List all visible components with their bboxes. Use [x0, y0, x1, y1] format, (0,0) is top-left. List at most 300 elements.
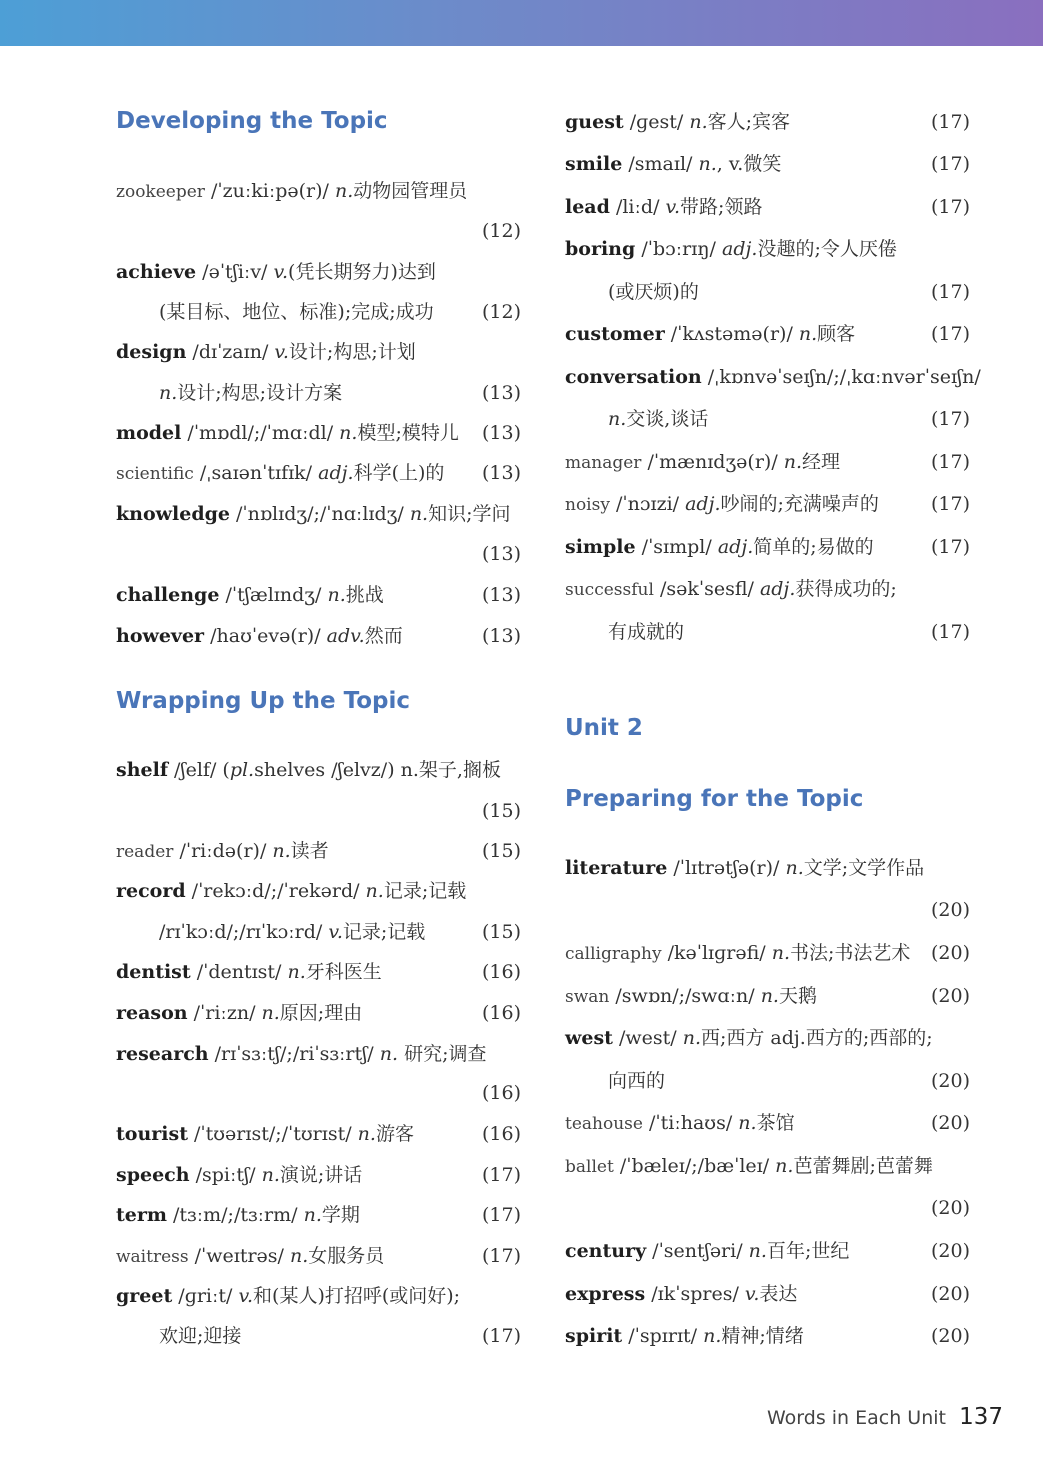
- vocab-part-of-speech: n.: [771, 942, 791, 964]
- vocab-definition: 牙科医生: [305, 961, 382, 983]
- vocab-pronunciation: /kəˈlɪɡrəfi/: [661, 942, 772, 964]
- unit-title: Unit 2: [565, 715, 643, 741]
- vocab-entry-text: [565, 532, 874, 562]
- vocab-part-of-speech: n.: [689, 111, 708, 133]
- vocab-headword: waitress: [116, 1247, 189, 1267]
- page-reference: (20): [930, 1325, 970, 1347]
- vocab-definition: 原因;理由: [279, 1002, 363, 1024]
- section-title-preparing: Preparing for the Topic: [565, 786, 864, 812]
- vocab-line: [116, 176, 521, 206]
- vocab-definition: 读者: [290, 840, 329, 862]
- vocab-pronunciation: /ˈriːzn/: [187, 1002, 262, 1024]
- vocab-line: [565, 362, 981, 392]
- vocab-definition: 动物园管理员: [353, 180, 468, 202]
- vocab-definition: 设计;构思;设计方案: [177, 382, 343, 404]
- vocab-line: [116, 580, 521, 610]
- page-reference: (20): [930, 1112, 970, 1134]
- vocab-definition: 经理: [802, 451, 841, 473]
- page-reference: (17): [481, 1204, 521, 1226]
- vocab-entry-text: [116, 957, 382, 987]
- vocab-entry-text: [608, 617, 684, 647]
- vocab-definition: 然而: [364, 625, 403, 647]
- vocab-line: [116, 539, 521, 569]
- vocab-line: [116, 1078, 521, 1108]
- vocab-line: [565, 489, 970, 519]
- vocab-line: [565, 404, 970, 434]
- vocab-line: [116, 755, 521, 785]
- vocab-definition: 表达: [759, 1283, 798, 1305]
- vocab-line: [116, 836, 521, 866]
- vocab-definition: 带路;领路: [680, 196, 763, 218]
- page-reference: (15): [481, 921, 521, 943]
- header-color-band: [0, 0, 1043, 46]
- page-reference: (20): [930, 1283, 970, 1305]
- vocab-line: [565, 1193, 970, 1223]
- page-reference: (20): [930, 1240, 970, 1262]
- vocab-entry-text: [116, 458, 444, 489]
- vocab-entry-text: [116, 998, 362, 1028]
- vocab-pronunciation: /ˈnɔɪzi/: [609, 493, 686, 515]
- vocab-part-of-speech: adv.: [326, 625, 365, 647]
- vocab-definition: 记录;记载: [342, 921, 426, 943]
- vocab-pronunciation: /ˈzuːkiːpə(r)/: [204, 180, 335, 202]
- vocab-entry-text: [116, 621, 403, 651]
- vocab-entry-text: [159, 378, 342, 408]
- vocab-headword: scientific: [116, 464, 194, 484]
- page-reference: (17): [930, 621, 970, 643]
- page-reference: (20): [930, 942, 970, 964]
- page-reference: (16): [481, 1123, 521, 1145]
- vocab-line: [565, 447, 970, 477]
- vocab-entry-text: [565, 234, 897, 264]
- vocab-pronunciation: /ˈdentɪst/: [190, 961, 288, 983]
- vocab-line: [565, 1023, 970, 1053]
- vocab-part-of-speech: n.: [261, 1002, 280, 1024]
- vocab-line: [565, 1321, 970, 1351]
- page-number: 137: [959, 1404, 1003, 1430]
- vocab-part-of-speech: n.: [303, 1204, 322, 1226]
- vocab-entry-text: [565, 1108, 795, 1139]
- vocab-headword: speech: [116, 1164, 190, 1186]
- vocab-entry-text: [565, 853, 924, 883]
- page-reference: (16): [481, 1002, 521, 1024]
- vocab-pronunciation: /ˌkɒnvəˈseɪʃn/;/ˌkɑːnvərˈseɪʃn/: [701, 366, 981, 388]
- vocab-headword: tourist: [116, 1123, 188, 1145]
- vocab-line: [565, 107, 970, 137]
- page-reference: (13): [481, 462, 521, 484]
- vocab-pronunciation: /ˈweɪtrəs/: [188, 1245, 290, 1267]
- vocab-headword: conversation: [565, 366, 702, 388]
- vocab-entry-text: [159, 1321, 241, 1351]
- vocab-entry-text: [565, 489, 879, 520]
- vocab-pronunciation: /ɪkˈspres/: [645, 1283, 745, 1305]
- vocab-line: [565, 319, 970, 349]
- vocab-headword: model: [116, 422, 182, 444]
- vocab-entry-text: [565, 1321, 804, 1351]
- vocab-part-of-speech: n.: [290, 1245, 309, 1267]
- vocab-pronunciation: /ˈbɔːrɪŋ/: [635, 238, 723, 260]
- page-reference: (17): [481, 1325, 521, 1347]
- vocab-line: [565, 981, 970, 1011]
- vocab-definition: 芭蕾舞剧;芭蕾舞: [793, 1155, 933, 1177]
- section-title-developing: Developing the Topic: [116, 108, 388, 134]
- vocab-definition: 文学;文学作品: [803, 857, 925, 879]
- vocab-entry-text: [116, 836, 329, 867]
- page-reference: (16): [481, 961, 521, 983]
- vocab-part-of-speech: adj.: [722, 238, 758, 260]
- vocab-definition: 西;西方 adj.西方的;西部的;: [700, 1027, 933, 1049]
- vocab-part-of-speech: n.: [159, 382, 178, 404]
- page-reference: (16): [481, 1082, 521, 1104]
- vocab-headword: teahouse: [565, 1114, 643, 1134]
- vocab-headword: term: [116, 1204, 167, 1226]
- vocab-part-of-speech: pl.: [229, 759, 255, 781]
- vocab-definition: 演说;讲话: [279, 1164, 363, 1186]
- vocab-pronunciation: /rɪˈsɜːtʃ/;/riˈsɜːrtʃ/: [208, 1043, 380, 1065]
- vocab-pronunciation: /dɪˈzaɪn/: [186, 341, 275, 363]
- vocab-entry-text: [565, 1023, 933, 1053]
- vocab-part-of-speech: v.: [273, 261, 289, 283]
- vocab-part-of-speech: n.: [748, 1240, 767, 1262]
- vocab-part-of-speech: n.: [365, 880, 384, 902]
- vocab-part-of-speech: adj.: [717, 536, 754, 558]
- page-reference: (12): [481, 301, 521, 323]
- page-reference: (17): [481, 1245, 521, 1267]
- vocab-pronunciation: /west/: [612, 1027, 683, 1049]
- vocab-pronunciation: 有成就的: [608, 621, 685, 643]
- vocab-part-of-speech: n.: [682, 1027, 701, 1049]
- vocab-line: [116, 499, 521, 529]
- vocab-pronunciation: /ˈrekɔːd/;/ˈrekərd/: [185, 880, 366, 902]
- page-reference: (17): [930, 408, 970, 430]
- vocab-part-of-speech: v.: [744, 1283, 760, 1305]
- vocab-headword: however: [116, 625, 205, 647]
- vocab-line: [116, 796, 521, 826]
- vocab-pronunciation: /swɒn/;/swɑːn/: [609, 985, 761, 1007]
- vocab-part-of-speech: n.: [327, 584, 346, 606]
- vocab-line: [116, 876, 521, 906]
- vocab-pronunciation: /ɡest/: [623, 111, 690, 133]
- vocab-definition: 交谈,谈话: [626, 408, 709, 430]
- vocab-headword: west: [565, 1027, 613, 1049]
- vocab-headword: literature: [565, 857, 668, 879]
- page-reference: (17): [930, 281, 970, 303]
- vocab-pronunciation: /ˈlɪtrətʃə(r)/: [667, 857, 786, 879]
- vocab-entry-text: [116, 580, 384, 610]
- vocab-headword: reader: [116, 842, 174, 862]
- page-reference: (13): [481, 382, 521, 404]
- page-reference: (12): [481, 220, 521, 242]
- vocab-entry-text: [565, 1151, 933, 1182]
- vocab-definition: 没趣的;令人厌倦: [757, 238, 897, 260]
- page-reference: (17): [930, 493, 970, 515]
- vocab-line: [565, 853, 970, 883]
- vocab-part-of-speech: v.: [328, 921, 343, 943]
- vocab-definition: 吵闹的;充满噪声的: [720, 493, 879, 515]
- vocab-definition: , v.微笑: [716, 153, 782, 175]
- vocab-entry-text: [565, 574, 897, 605]
- vocab-part-of-speech: n.: [409, 503, 429, 525]
- vocab-entry-text: [116, 337, 416, 367]
- vocab-definition: 设计;构思;计划: [288, 341, 416, 363]
- vocab-entry-text: [116, 876, 466, 906]
- vocab-headword: customer: [565, 323, 665, 345]
- vocab-entry-text: [565, 1279, 797, 1309]
- vocab-pronunciation: /ˈkʌstəmə(r)/: [664, 323, 799, 345]
- vocab-line: [565, 149, 970, 179]
- vocab-part-of-speech: n.: [379, 1043, 399, 1065]
- vocab-part-of-speech: n.: [261, 1164, 280, 1186]
- vocab-pronunciation: /rɪˈkɔːd/;/rɪˈkɔːrd/: [159, 921, 329, 943]
- vocab-pronunciation: /ˈtʃælɪndʒ/: [219, 584, 328, 606]
- vocab-headword: record: [116, 880, 186, 902]
- vocab-headword: knowledge: [116, 503, 230, 525]
- vocab-line: [565, 938, 970, 968]
- vocab-headword: achieve: [116, 261, 197, 283]
- vocab-headword: ballet: [565, 1157, 614, 1177]
- vocab-entry-text: [116, 1241, 384, 1272]
- vocab-pronunciation: /ˈsentʃəri/: [646, 1240, 749, 1262]
- vocab-headword: successful: [565, 580, 654, 600]
- footer-label: Words in Each Unit: [767, 1407, 946, 1429]
- page-reference: (13): [481, 625, 521, 647]
- vocab-definition: 科学(上)的: [353, 462, 445, 484]
- vocab-pronunciation: /smaɪl/: [622, 153, 699, 175]
- page-reference: (13): [481, 543, 521, 565]
- vocab-line: [116, 957, 521, 987]
- vocab-line: [565, 532, 970, 562]
- vocab-line: [565, 1151, 970, 1181]
- vocab-definition: 挑战: [345, 584, 384, 606]
- vocab-entry-text: [565, 938, 910, 969]
- vocab-entry-text: [565, 319, 855, 349]
- vocab-entry-text: [116, 1200, 360, 1230]
- vocab-entry-text: [608, 277, 699, 307]
- vocab-definition: 精神;情绪: [721, 1325, 804, 1347]
- vocab-part-of-speech: v.: [665, 196, 681, 218]
- vocab-pronunciation: /ˈbæleɪ/;/bæˈleɪ/: [613, 1155, 776, 1177]
- vocab-entry-text: [608, 404, 708, 434]
- vocab-line: [116, 297, 521, 327]
- vocab-entry-text: [116, 176, 467, 207]
- vocab-pronunciation: (或厌烦)的: [608, 281, 699, 303]
- page-reference: (17): [930, 111, 970, 133]
- vocab-line: [116, 1241, 521, 1271]
- vocab-line: [565, 1236, 970, 1266]
- vocab-definition: 百年;世纪: [766, 1240, 850, 1262]
- vocab-line: [116, 216, 521, 246]
- vocab-definition: 游客: [375, 1123, 414, 1145]
- vocab-part-of-speech: adj.: [685, 493, 721, 515]
- vocab-part-of-speech: n.: [698, 153, 717, 175]
- vocab-headword: calligraphy: [565, 944, 662, 964]
- vocab-line: [565, 574, 970, 604]
- vocab-part-of-speech: n.: [357, 1123, 376, 1145]
- vocab-pronunciation: /ˈtiːhaʊs/: [642, 1112, 739, 1134]
- vocab-line: [116, 1160, 521, 1190]
- vocab-line: [116, 1119, 521, 1149]
- vocab-entry-text: [116, 1160, 362, 1190]
- vocab-line: [565, 617, 970, 647]
- vocab-pronunciation: /haʊˈevə(r)/: [204, 625, 327, 647]
- page-reference: (20): [930, 985, 970, 1007]
- page-reference: (17): [481, 1164, 521, 1186]
- vocab-entry-text: [116, 1281, 460, 1311]
- vocab-definition: 书法;书法艺术: [790, 942, 911, 964]
- vocab-line: [116, 1039, 521, 1069]
- vocab-entry-text: [565, 149, 781, 179]
- vocab-headword: greet: [116, 1285, 173, 1307]
- vocab-headword: spirit: [565, 1325, 623, 1347]
- page-reference: (15): [481, 800, 521, 822]
- vocab-part-of-speech: adj.: [759, 578, 796, 600]
- vocab-headword: smile: [565, 153, 623, 175]
- vocab-headword: express: [565, 1283, 646, 1305]
- vocab-headword: manager: [565, 453, 642, 473]
- vocab-pronunciation: /ˈriːdə(r)/: [173, 840, 273, 862]
- vocab-pronunciation: /səkˈsesfl/: [653, 578, 760, 600]
- vocab-entry-text: [159, 297, 434, 327]
- vocab-pronunciation: /ˈsɪmpl/: [635, 536, 718, 558]
- vocab-line: [116, 1281, 521, 1311]
- page-reference: (17): [930, 153, 970, 175]
- vocab-entry-text: [159, 917, 425, 947]
- vocab-line: [116, 917, 521, 947]
- vocab-definition: 记录;记载: [383, 880, 467, 902]
- vocab-headword: guest: [565, 111, 624, 133]
- vocab-part-of-speech: n.: [287, 961, 306, 983]
- vocab-definition: 和(某人)打招呼(或问好);: [253, 1285, 461, 1307]
- vocab-headword: lead: [565, 196, 610, 218]
- vocab-line: [565, 895, 970, 925]
- vocab-part-of-speech: n.: [608, 408, 627, 430]
- page-reference: (17): [930, 196, 970, 218]
- vocab-headword: zookeeper: [116, 182, 205, 202]
- vocab-pronunciation: /əˈtʃiːv/: [196, 261, 274, 283]
- vocab-pronunciation: /spiːtʃ/: [189, 1164, 262, 1186]
- vocab-part-of-speech: n.: [738, 1112, 757, 1134]
- vocab-headword: reason: [116, 1002, 188, 1024]
- vocab-entry-text: [116, 1119, 414, 1149]
- vocab-part-of-speech: n.: [272, 840, 291, 862]
- vocab-entry-text: [116, 499, 511, 529]
- vocab-line: [116, 1200, 521, 1230]
- page-reference: (20): [930, 1197, 970, 1219]
- vocab-definition: 茶馆: [756, 1112, 795, 1134]
- vocab-line: [565, 1066, 970, 1096]
- vocab-definition: 女服务员: [308, 1245, 385, 1267]
- vocab-part-of-speech: n.: [703, 1325, 722, 1347]
- vocab-entry-text: [565, 192, 762, 222]
- vocab-entry-text: [565, 447, 840, 478]
- vocab-definition: 顾客: [817, 323, 856, 345]
- page-reference: (17): [930, 451, 970, 473]
- page-reference: (20): [930, 899, 970, 921]
- vocab-line: [116, 257, 521, 287]
- page-reference: (20): [930, 1070, 970, 1092]
- page-reference: (13): [481, 584, 521, 606]
- vocab-entry-text: [608, 1066, 665, 1096]
- vocab-definition: 天鹅: [778, 985, 817, 1007]
- vocab-definition: 简单的;易做的: [753, 536, 874, 558]
- vocab-pronunciation: /ˈspɪrɪt/: [622, 1325, 704, 1347]
- vocab-entry-text: [116, 257, 436, 287]
- vocab-pronunciation: /liːd/: [609, 196, 666, 218]
- vocab-pronunciation: /ˌsaɪənˈtɪfɪk/: [193, 462, 319, 484]
- vocab-line: [116, 1321, 521, 1351]
- vocab-headword: noisy: [565, 495, 610, 515]
- vocab-headword: swan: [565, 987, 610, 1007]
- vocab-entry-text: [565, 362, 981, 392]
- vocab-line: [565, 234, 970, 264]
- vocab-pronunciation: /ʃelf/ (: [168, 759, 230, 781]
- vocab-headword: century: [565, 1240, 647, 1262]
- vocab-line: [116, 621, 521, 651]
- page-footer: [767, 1404, 1003, 1430]
- vocab-pronunciation: /tɜːm/;/tɜːrm/: [166, 1204, 304, 1226]
- vocab-headword: shelf: [116, 759, 168, 781]
- vocab-part-of-speech: n.: [334, 180, 354, 202]
- vocab-part-of-speech: n.: [339, 422, 358, 444]
- vocab-headword: simple: [565, 536, 636, 558]
- vocab-part-of-speech: n.: [783, 451, 803, 473]
- vocab-definition: 客人;宾客: [707, 111, 791, 133]
- vocab-definition: 获得成功的;: [795, 578, 897, 600]
- vocab-part-of-speech: n.: [760, 985, 779, 1007]
- page-reference: (17): [930, 536, 970, 558]
- vocab-definition: 研究;调查: [398, 1043, 487, 1065]
- vocab-pronunciation: /ˈmænɪdʒə(r)/: [641, 451, 784, 473]
- vocab-definition: (凭长期努力)达到: [288, 261, 436, 283]
- page-reference: (15): [481, 840, 521, 862]
- vocab-headword: research: [116, 1043, 209, 1065]
- vocab-entry-text: [565, 107, 790, 137]
- vocab-headword: dentist: [116, 961, 191, 983]
- vocab-entry-text: [565, 1236, 849, 1266]
- vocab-definition: 学期: [321, 1204, 360, 1226]
- page-reference: (13): [481, 422, 521, 444]
- vocab-part-of-speech: v.: [238, 1285, 254, 1307]
- vocab-part-of-speech: n.: [785, 857, 804, 879]
- vocab-line: [565, 1108, 970, 1138]
- vocab-definition: shelves /ʃelvz/) n.架子,搁板: [254, 759, 501, 781]
- vocab-pronunciation: 欢迎;迎接: [159, 1325, 242, 1347]
- vocab-pronunciation: (某目标、地位、标准);完成;成功: [159, 301, 434, 323]
- vocab-part-of-speech: n.: [775, 1155, 794, 1177]
- vocab-line: [565, 277, 970, 307]
- vocab-definition: 模型;模特儿: [357, 422, 459, 444]
- vocab-part-of-speech: n.: [798, 323, 818, 345]
- vocab-line: [565, 192, 970, 222]
- vocab-pronunciation: 向西的: [608, 1070, 666, 1092]
- section-title-wrapping: Wrapping Up the Topic: [116, 688, 411, 714]
- vocab-headword: boring: [565, 238, 636, 260]
- vocab-entry-text: [116, 755, 501, 785]
- vocab-line: [116, 458, 521, 488]
- vocab-entry-text: [565, 981, 817, 1012]
- vocab-headword: design: [116, 341, 187, 363]
- vocab-headword: challenge: [116, 584, 220, 606]
- vocab-entry-text: [116, 418, 459, 448]
- vocab-line: [116, 378, 521, 408]
- vocab-line: [116, 337, 521, 367]
- vocab-line: [116, 998, 521, 1028]
- vocab-line: [116, 418, 521, 448]
- vocab-part-of-speech: v.: [274, 341, 289, 363]
- vocab-entry-text: [116, 1039, 487, 1069]
- vocab-line: [565, 1279, 970, 1309]
- vocab-pronunciation: /ɡriːt/: [172, 1285, 239, 1307]
